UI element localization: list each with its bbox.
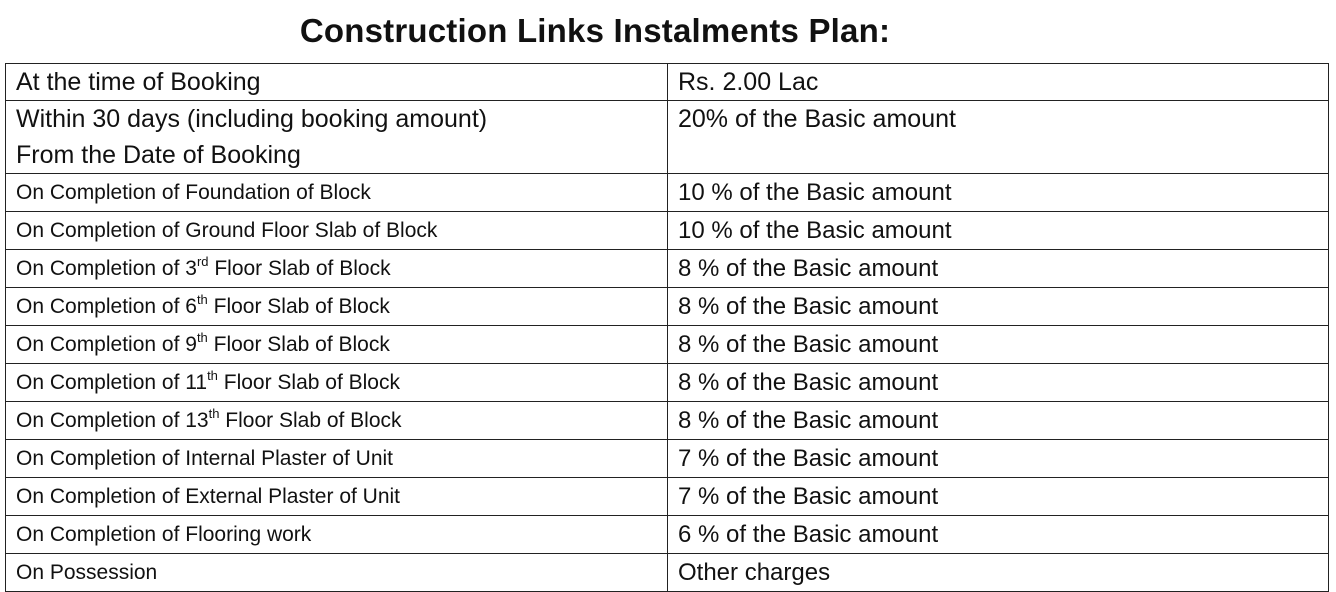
- instalments-table: [5, 63, 1329, 592]
- table-row: [6, 478, 1329, 516]
- payment-cell: 8 % of the Basic amount: [668, 288, 1329, 326]
- table-row: [6, 440, 1329, 478]
- stage-text: Floor Slab of Block: [207, 295, 390, 318]
- stage-cell: [6, 101, 668, 174]
- ordinal-suffix: th: [196, 292, 208, 307]
- table-row: [6, 174, 1329, 212]
- payment-cell: 10 % of the Basic amount: [668, 174, 1329, 212]
- stage-cell: [6, 250, 668, 288]
- table-row: [6, 516, 1329, 554]
- stage-text: On Completion of 9: [16, 333, 197, 356]
- stage-cell: On Possession: [6, 554, 668, 592]
- table-row: [6, 402, 1329, 440]
- stage-cell: [6, 364, 668, 402]
- stage-text: Floor Slab of Block: [217, 371, 400, 394]
- ordinal-suffix: th: [196, 330, 208, 345]
- table-row: [6, 64, 1329, 101]
- stage-cell: On Completion of Ground Floor Slab of Block: [6, 212, 668, 250]
- table-row: [6, 326, 1329, 364]
- payment-cell: 20% of the Basic amount: [668, 101, 1329, 174]
- payment-cell: 8 % of the Basic amount: [668, 402, 1329, 440]
- payment-cell: 6 % of the Basic amount: [668, 516, 1329, 554]
- stage-cell: At the time of Booking: [6, 64, 668, 101]
- stage-line-1: Within 30 days (including booking amount): [16, 105, 488, 133]
- stage-text: On Completion of 3: [16, 257, 197, 280]
- stage-cell: On Completion of Flooring work: [6, 516, 668, 554]
- payment-cell: 7 % of the Basic amount: [668, 440, 1329, 478]
- stage-cell: On Completion of External Plaster of Unit: [6, 478, 668, 516]
- payment-cell: 8 % of the Basic amount: [668, 364, 1329, 402]
- stage-text: On Completion of 11: [16, 371, 208, 394]
- stage-text: On Completion of 6: [16, 295, 197, 318]
- stage-cell: On Completion of Foundation of Block: [6, 174, 668, 212]
- page-title: Construction Links Instalments Plan:: [299, 12, 891, 49]
- payment-cell: Other charges: [668, 554, 1329, 592]
- ordinal-suffix: th: [207, 368, 218, 383]
- table-row: [6, 364, 1329, 402]
- payment-cell: 8 % of the Basic amount: [668, 250, 1329, 288]
- payment-cell: 10 % of the Basic amount: [668, 212, 1329, 250]
- payment-cell: 8 % of the Basic amount: [668, 326, 1329, 364]
- stage-cell: [6, 326, 668, 364]
- stage-line-2: From the Date of Booking: [16, 141, 301, 169]
- stage-cell: [6, 402, 668, 440]
- stage-cell: On Completion of Internal Plaster of Unit: [6, 440, 668, 478]
- payment-cell: 7 % of the Basic amount: [668, 478, 1329, 516]
- payment-cell: Rs. 2.00 Lac: [668, 64, 1329, 101]
- stage-text: On Completion of 13: [16, 409, 209, 432]
- table-row: [6, 288, 1329, 326]
- table-row: [6, 250, 1329, 288]
- stage-text: Floor Slab of Block: [208, 257, 391, 280]
- table-row: [6, 101, 1329, 174]
- stage-text: Floor Slab of Block: [207, 333, 390, 356]
- ordinal-suffix: th: [208, 406, 220, 421]
- table-row: [6, 554, 1329, 592]
- ordinal-suffix: rd: [196, 254, 209, 269]
- table-row: [6, 212, 1329, 250]
- stage-cell: [6, 288, 668, 326]
- stage-text: Floor Slab of Block: [219, 409, 402, 432]
